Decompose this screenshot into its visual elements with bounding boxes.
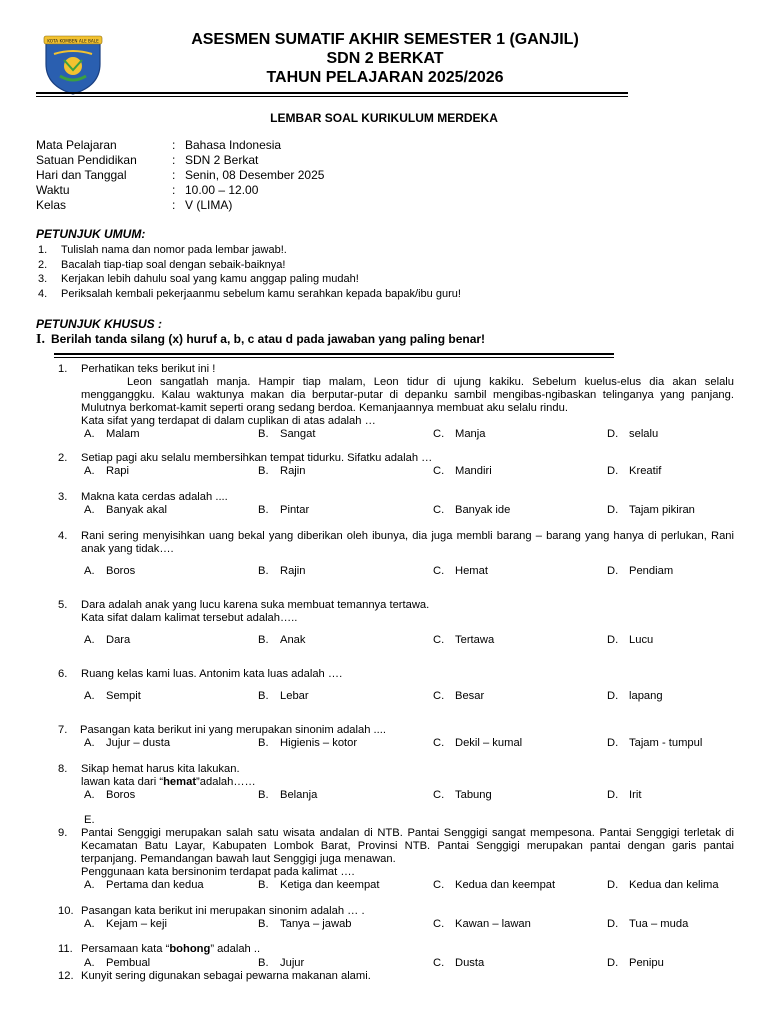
question-prompt: Kata sifat dalam kalimat tersebut adalah….. (81, 612, 298, 624)
option-b[interactable]: B. Rajin (258, 565, 306, 577)
option-d[interactable]: D. Penipu (607, 957, 664, 969)
question-10: 10. Pasangan kata berikut ini merupakan sinonim adalah … . (54, 905, 734, 918)
identity-row: Satuan Pendidikan : SDN 2 Berkat (36, 153, 259, 167)
identity-label: Waktu (36, 183, 70, 197)
question-12: 12. Kunyit sering digunakan sebagai pewarna makanan alami. (54, 970, 734, 983)
list-item: 1. Tulislah nama dan nomor pada lembar jawab!. (38, 244, 287, 256)
identity-label: Mata Pelajaran (36, 138, 117, 152)
option-d[interactable]: D. Pendiam (607, 565, 674, 577)
question-4: 4. Rani sering menyisihkan uang bekal yang diberikan oleh ibunya, dia juga membli barang – barang yang hanya di perlukan, Rani anak yang tidak…. (58, 530, 734, 555)
section-instruction: I. Berilah tanda silang (x) huruf a, b, c atau d pada jawaban yang paling benar! (36, 332, 486, 347)
option-c[interactable]: C. Besar (433, 690, 485, 702)
option-b[interactable]: B. Belanja (258, 789, 318, 801)
question-prompt: Kunyit sering digunakan sebagai pewarna makanan alami. (81, 970, 371, 982)
question-prompt: Rani sering menyisihkan uang bekal yang diberikan oleh ibunya, dia juga membli barang – barang yang hanya di perlukan, Rani anak yang tidak…. (81, 530, 734, 555)
option-d[interactable]: D. Tajam pikiran (607, 504, 695, 516)
identity-label: Satuan Pendidikan (36, 153, 137, 167)
option-a[interactable]: A. Malam (84, 428, 140, 440)
section-divider-thin (54, 357, 614, 358)
option-a[interactable]: A. Sempit (84, 690, 141, 702)
option-c[interactable]: C. Banyak ide (433, 504, 511, 516)
option-a[interactable]: A. Pembual (84, 957, 151, 969)
option-b[interactable]: B. Anak (258, 634, 306, 646)
identity-row: Hari dan Tanggal : Senin, 08 Desember 2025 (36, 168, 325, 182)
option-d[interactable]: D. Kreatif (607, 465, 662, 477)
option-a[interactable]: A. Dara (84, 634, 131, 646)
identity-value: 10.00 – 12.00 (185, 183, 259, 197)
question-6: 6. Ruang kelas kami luas. Antonim kata luas adalah …. (54, 668, 734, 681)
identity-label: Kelas (36, 198, 67, 212)
question-prompt: Setiap pagi aku selalu membersihkan tempat tidurku. Sifatku adalah … (81, 452, 433, 464)
document-subtitle: LEMBAR SOAL KURIKULUM MERDEKA (270, 111, 498, 125)
header-divider-thick (36, 92, 628, 94)
general-instructions-list (38, 243, 461, 301)
option-c[interactable]: C. Dusta (433, 957, 485, 969)
identity-value: Bahasa Indonesia (185, 138, 282, 152)
question-1: 1. Perhatikan teks berikut ini ! Leon sangatlah manja. Hampir tiap malam, Leon tidur di ujung kakiku. Sebelum kuelus-elus dia akan selalu mengganggku. Kalau waktunya makan dia berputar-putar di depanku sambil mengibas-ngibaskan telinganya yang panjang. Mulutnya berkomat-kamit seperti orang sedang berdoa. Kemanjaannya membuat aku selalu rindu. Kata sifat yang terdapat di dalam cuplikan di atas adalah … (58, 363, 734, 427)
option-b[interactable]: B. Tanya – jawab (258, 918, 352, 930)
identity-value: V (LIMA) (185, 198, 233, 212)
question-5: 5. Dara adalah anak yang lucu karena suka membuat temannya tertawa. Kata sifat dalam kalimat tersebut adalah….. (54, 599, 734, 625)
option-b[interactable]: B. Pintar (258, 504, 310, 516)
question-prompt: Ruang kelas kami luas. Antonim kata luas adalah …. (81, 668, 343, 680)
question-prompt: lawan kata dari “hemat”adalah…… (81, 776, 256, 788)
question-7: 7. Pasangan kata berikut ini yang merupakan sinonim adalah .... (54, 724, 734, 737)
option-c[interactable]: C. Kedua dan keempat (433, 879, 556, 891)
option-a[interactable]: A. Pertama dan kedua (84, 879, 204, 891)
identity-label: Hari dan Tanggal (36, 168, 127, 182)
option-c[interactable]: C. Tertawa (433, 634, 495, 646)
header-divider-thin (36, 96, 628, 97)
option-d[interactable]: D. Tua – muda (607, 918, 689, 930)
question-prompt: Pasangan kata berikut ini yang merupakan sinonim adalah .... (80, 724, 386, 736)
option-b[interactable]: B. Ketiga dan keempat (258, 879, 380, 891)
option-a[interactable]: A. Kejam – keji (84, 918, 167, 930)
option-b[interactable]: B. Higienis – kotor (258, 737, 358, 749)
identity-value: SDN 2 Berkat (185, 153, 259, 167)
list-item: 3. Kerjakan lebih dahulu soal yang kamu anggap paling mudah! (38, 273, 359, 285)
option-b[interactable]: B. Rajin (258, 465, 306, 477)
question-8: 8. Sikap hemat harus kita lakukan. lawan kata dari “hemat”adalah…… (54, 763, 734, 789)
option-d[interactable]: D. lapang (607, 690, 663, 702)
option-c[interactable]: C. Mandiri (433, 465, 492, 477)
option-d[interactable]: D. selalu (607, 428, 659, 440)
stray-option-label: E. (84, 814, 95, 826)
option-b[interactable]: B. Lebar (258, 690, 309, 702)
question-passage: Leon sangatlah manja. Hampir tiap malam, Leon tidur di ujung kakiku. Sebelum kuelus-elus dia akan selalu mengganggku. Kalau waktunya makan dia berputar-putar di depanku sambil mengibas-ngibaskan telinganya yang panjang. Mulutnya berkomat-kamit seperti orang sedang berdoa. Kemanjaannya membuat aku selalu rindu. (81, 376, 734, 414)
question-prompt: Persamaan kata “bohong” adalah .. (81, 943, 261, 955)
option-c[interactable]: C. Tabung (433, 789, 492, 801)
list-item: 2. Bacalah tiap-tiap soal dengan sebaik-baiknya! (38, 258, 286, 271)
identity-value: Senin, 08 Desember 2025 (185, 168, 325, 182)
option-a[interactable]: A. Banyak akal (84, 504, 167, 516)
section-divider-thick (54, 353, 614, 355)
option-b[interactable]: B. Jujur (258, 957, 305, 969)
question-prompt: Sikap hemat harus kita lakukan. (81, 763, 240, 775)
option-b[interactable]: B. Sangat (258, 428, 316, 440)
question-2: 2. Setiap pagi aku selalu membersihkan tempat tidurku. Sifatku adalah … (54, 452, 734, 465)
school-logo (40, 30, 106, 96)
section-number: I. (36, 332, 45, 347)
identity-table (36, 138, 324, 213)
header-title-line2: SDN 2 BERKAT (326, 50, 444, 67)
option-c[interactable]: C. Hemat (433, 565, 488, 577)
option-c[interactable]: C. Kawan – lawan (433, 918, 531, 930)
identity-row: Waktu : 10.00 – 12.00 (36, 183, 259, 197)
question-9: 9. Pantai Senggigi merupakan salah satu wisata andalan di NTB. Pantai Senggigi sangat mempesona. Pantai Senggigi terletak di Kecamatan Batu Layar, Kabupaten Lombok Barat, Provinsi NTB. Pantai Senggigi merupakan pantai dengan garis pantai terpanjang. Pemandangan bawah laut Senggigi juga menawan. Penggunaan kata bersinonim terdapat pada kalimat …. (58, 827, 734, 878)
option-a[interactable]: A. Boros (84, 565, 136, 577)
question-passage: Pantai Senggigi merupakan salah satu wisata andalan di NTB. Pantai Senggigi sangat mempesona. Pantai Senggigi terletak di Kecamatan Batu Layar, Kabupaten Lombok Barat, Provinsi NTB. Pantai Senggigi merupakan pantai dengan garis pantai terpanjang. Pemandangan bawah laut Senggigi juga menawan. (81, 827, 734, 865)
question-text: Perhatikan teks berikut ini ! (81, 363, 216, 375)
logo-text: KOTA KOMBEN ALE BALE (47, 38, 99, 44)
identity-row: Kelas : V (LIMA) (36, 198, 233, 212)
list-item: 4. Periksalah kembali pekerjaanmu sebelum kamu serahkan kepada bapak/ibu guru! (38, 287, 461, 300)
option-c[interactable]: C. Dekil – kumal (433, 737, 523, 749)
header-title-line3: TAHUN PELAJARAN 2025/2026 (266, 69, 504, 86)
question-prompt: Dara adalah anak yang lucu karena suka membuat temannya tertawa. (81, 599, 430, 611)
question-prompt: Kata sifat yang terdapat di dalam cuplikan di atas adalah … (81, 415, 376, 427)
option-a[interactable]: A. Rapi (84, 465, 130, 477)
option-a[interactable]: A. Jujur – dusta (84, 737, 171, 749)
question-prompt: Penggunaan kata bersinonim terdapat pada kalimat …. (81, 866, 355, 878)
question-prompt: Makna kata cerdas adalah .... (81, 491, 228, 503)
identity-row: Mata Pelajaran : Bahasa Indonesia (36, 138, 282, 152)
special-instructions-title: PETUNJUK KHUSUS : (36, 317, 163, 331)
question-3: 3. Makna kata cerdas adalah .... (54, 491, 734, 504)
question-prompt: Pasangan kata berikut ini merupakan sinonim adalah … . (81, 905, 365, 917)
option-d[interactable]: D. Kedua dan kelima (607, 879, 719, 891)
option-d[interactable]: D. Tajam - tumpul (607, 737, 703, 749)
option-d[interactable]: D. Lucu (607, 634, 654, 646)
general-instructions-title: PETUNJUK UMUM: (36, 227, 146, 241)
option-c[interactable]: C. Manja (433, 428, 486, 440)
header-title-line1: ASESMEN SUMATIF AKHIR SEMESTER 1 (GANJIL) (191, 31, 579, 48)
option-a[interactable]: A. Boros (84, 789, 136, 801)
question-11: 11. Persamaan kata “bohong” adalah .. (54, 943, 734, 956)
option-d[interactable]: D. Irit (607, 789, 642, 801)
